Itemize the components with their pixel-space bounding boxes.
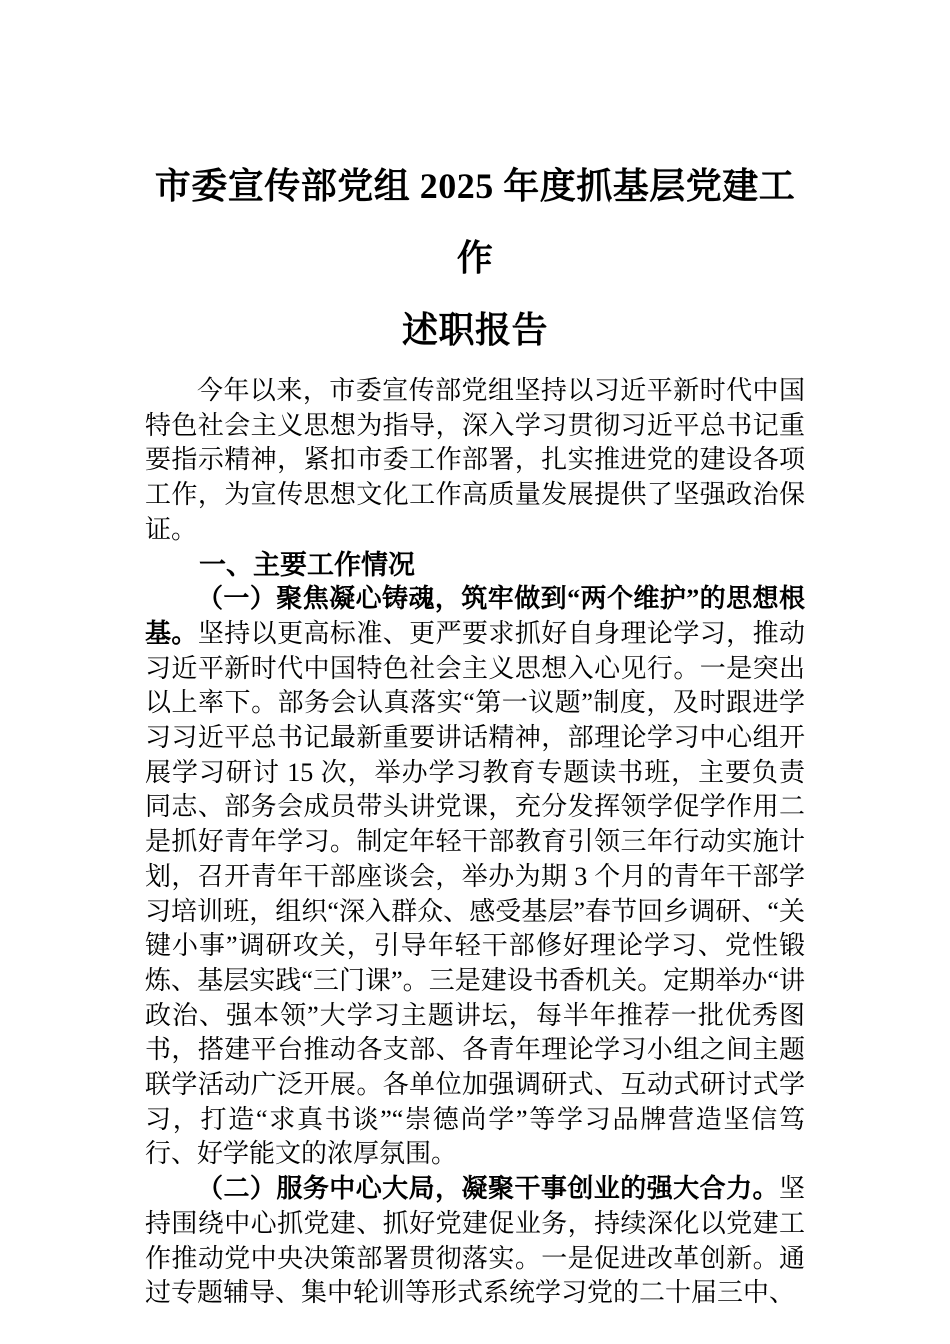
section-heading: [145, 548, 805, 583]
text-run: 坚持围绕中心抓党建、抓好党建促业务，持续深化以党建工作推动党中央决策部署贯彻落实。一是促进改革创新。通过专题辅导、集中轮训等形式系统学习党的二十届三中、: [145, 1174, 805, 1308]
document-content-area: [145, 150, 805, 1311]
body-paragraph: [145, 1172, 805, 1311]
body-paragraph: [145, 582, 805, 1172]
bold-text-run: （一）聚焦凝心铸魂，筑牢做到“两个维护”的思想根基。: [145, 584, 805, 648]
document-title-line-1: 市委宣传部党组 2025 年度抓基层党建工作: [154, 166, 796, 278]
bold-text-run: （二）服务中心大局，凝聚干事创业的强大合力。: [197, 1174, 779, 1204]
body-paragraph: [145, 374, 805, 548]
document-body: [145, 374, 805, 1311]
text-run: 今年以来，市委宣传部党组坚持以习近平新时代中国特色社会主义思想为指导，深入学习贯彻习近平总书记重要指示精神，紧扣市委工作部署，扎实推进党的建设各项工作，为宣传思想文化工作高质量发展提供了坚强政治保证。: [145, 376, 805, 544]
document-title-line-2: 述职报告: [401, 310, 548, 350]
document-title: [145, 150, 805, 366]
text-run: 坚持以更高标准、更严要求抓好自身理论学习，推动习近平新时代中国特色社会主义思想入心见行。一是突出以上率下。部务会认真落实“第一议题”制度，及时跟进学习习近平总书记最新重要讲话精神，部理论学习中心组开展学习研讨 15 次，举办学习教育专题读书班，主要负责同志、部务会成员带头讲党课，充分发挥领学促学作用二是抓好青年学习。制定年轻干部教育引领三年行动实施计划，召开青年干部座谈会，举办为期 3 个月的青年干部学习培训班，组织“深入群众、感受基层”春节回乡调研、“关键小事”调研攻关，引导年轻干部修好理论学习、党性锻炼、基层实践“三门课”。三是建设书香机关。定期举办“讲政治、强本领”大学习主题讲坛，每半年推荐一批优秀图书，搭建平台推动各支部、各青年理论学习小组之间主题联学活动广泛开展。各单位加强调研式、互动式研讨式学习，打造“求真书谈”“崇德尚学”等学习品牌营造坚信笃行、好学能文的浓厚氛围。: [145, 618, 805, 1169]
bold-text-run: 一、主要工作情况: [199, 549, 415, 580]
